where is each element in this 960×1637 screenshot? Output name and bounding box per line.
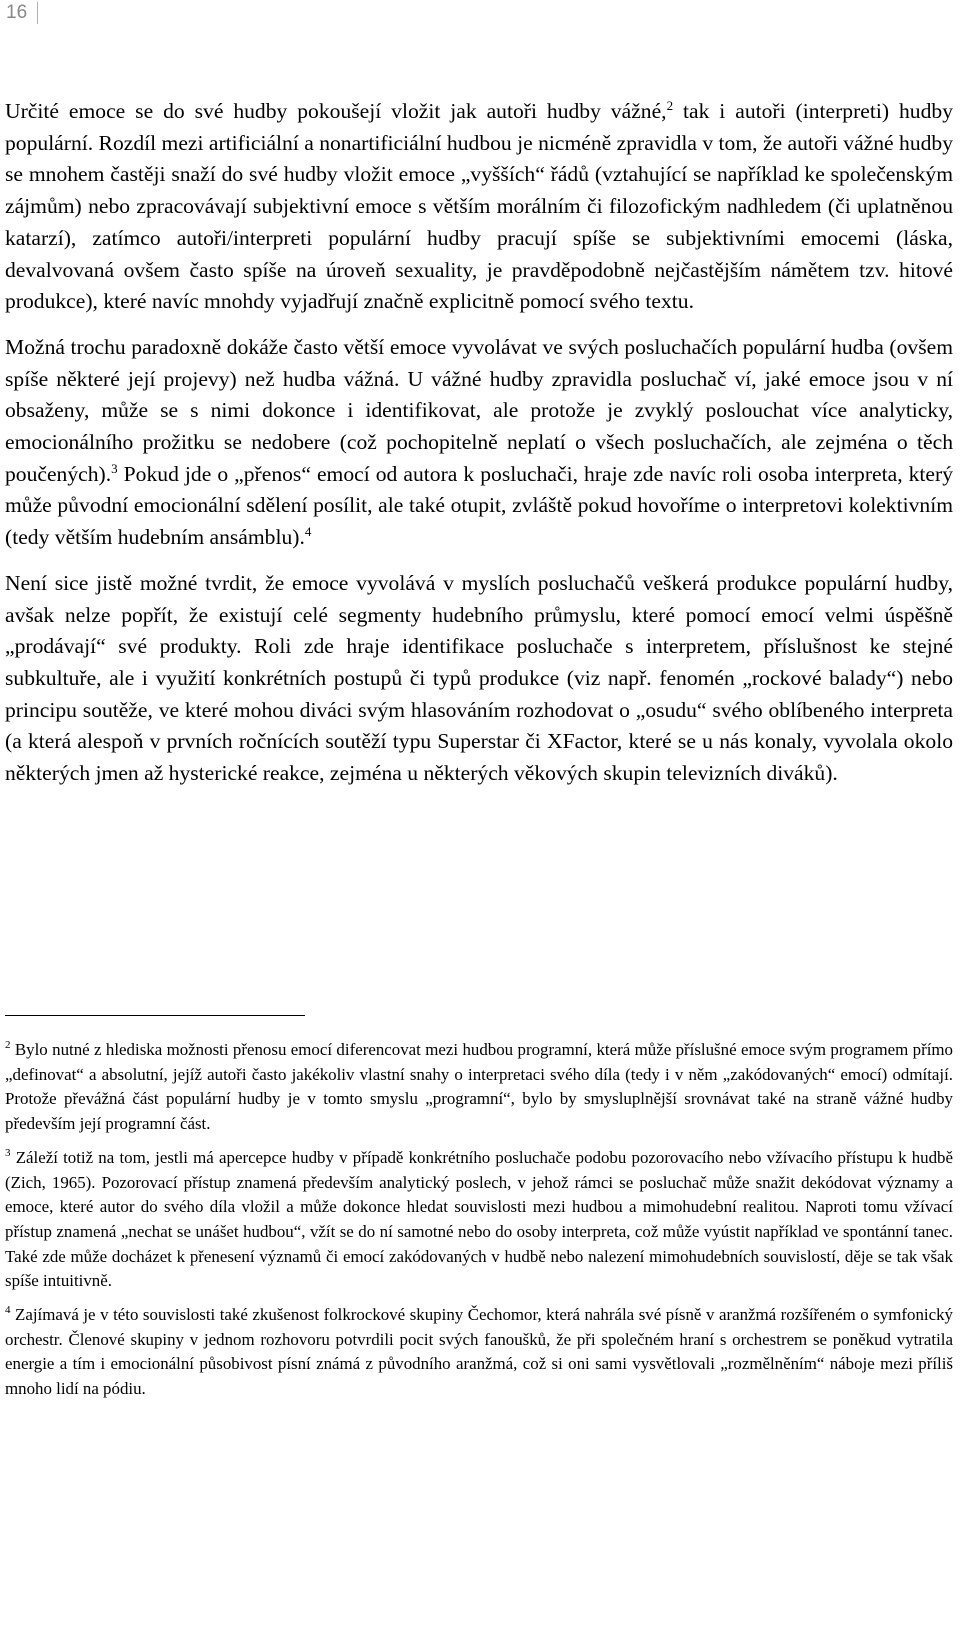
footnote-ref-3[interactable]: 3 — [111, 460, 118, 476]
paragraph-3: Není sice jistě možné tvrdit, že emoce vyvolává v myslích posluchačů veškerá produkce populární hudby, avšak nelze popřít, že existují celé segmenty hudebního průmyslu, které pomocí emocí velmi úspěšně „prodávají“ své produkty. Roli zde hraje identifikace posluchače s interpretem, příslušnost ke stejné subkultuře, ale i využití konkrétních postupů či typů produkce (viz např. fenomén „rockové balady“) nebo principu soutěže, ve které mohou diváci svým hlasováním rozhodovat o „osudu“ svého oblíbeného interpreta (a která alespoň v prvních ročnících soutěží typu Superstar či XFactor, které se u nás konaly, vyvolala okolo některých jmen až hysterické reakce, zejména u některých věkových skupin televizních diváků). — [5, 570, 953, 786]
footnote-text: Záleží totiž na tom, jestli má apercepce hudby v případě konkrétního posluchače podobu pozorovacího nebo vžívacího přístupu k hudbě (Zich, 1965). Pozorovací přístup znamená především analytický poslech, v jehož rámci se posluchač může snažit dekódovat významy a emoce, které autor do svého díla vložil a může dokonce hledat souvislosti mezi hudbou a mimohudební realitou. Naproti tomu vžívací přístup znamená „nechat se unášet hudbou“, vžít se do ní samotné nebo do osoby interpreta, což může vyústit například ve spontánní tanec. Také zde může docházet k přenesení významů či emocí zakódovaných v hudbě nebo nalezení mimohudebních souvislostí, děje se tak však spíše intuitivně. — [5, 1147, 953, 1291]
footnote-4 — [5, 1303, 953, 1402]
footnote-ref-2[interactable]: 2 — [666, 97, 674, 113]
paragraph-2-part-1: Možná trochu paradoxně dokáže často větší emoce vyvolávat ve svých posluchačích populární hudba (ovšem spíše některé její projevy) než hudba vážná. U vážné hudby zpravidla posluchač ví, jaké emoce jsou v ní obsaženy, může se s nimi dokonce i identifikovat, ale protože je zvyklý poslouchat více analyticky, emocionálního prožitku se nedobere (což pochopitelně neplatí o všech posluchačích, ale zejména o těch poučených). — [5, 334, 953, 486]
footnote-text: Bylo nutné z hlediska možnosti přenosu emocí diferencovat mezi hudbou programní, která může příslušné emoce svým programem přímo „definovat“ a absolutní, jejíž autoři často jakékoliv vlastní snahy o interpretaci svého díla (tedy i v něm „zakódovaných“ emocí) odmítají. Protože převážná část populární hudby je v tomto smyslu „programní“, bylo by smysluplnější srovnávat také na straně vážné hudby především její programní část. — [5, 1040, 953, 1134]
paragraph-2 — [5, 332, 953, 554]
footnote-number: 2 — [5, 1039, 11, 1052]
paragraph-1 — [5, 96, 953, 318]
paragraph-1-part-1: Určité emoce se do své hudby pokoušejí vložit jak autoři hudby vážné, — [5, 99, 667, 123]
footnote-ref-4[interactable]: 4 — [304, 524, 312, 540]
footnote-number: 3 — [5, 1147, 11, 1159]
footnote-separator — [5, 1015, 305, 1016]
footnote-2 — [5, 1038, 953, 1137]
page-header — [6, 2, 38, 24]
paragraph-2-part-2: Pokud jde o „přenos“ emocí od autora k posluchači, hraje zde navíc roli osoba interpreta, který může původní emocionální sdělení posílit, ale také otupit, zvláště pokud hovoříme o interpretovi kolektivním (tedy větším hudebním ansámblu). — [5, 461, 953, 550]
paragraph-1-part-2: tak i autoři (interpreti) hudby populární. Rozdíl mezi artificiální a nonartificiální hudbou je nicméně zpravidla v tom, že autoři vážné hudby se mnohem častěji snaží do své hudby vložit emoce „vyšších“ řádů (vztahující se například ke společenským zájmům) nebo zpracovávají subjektivní emoce s větším morálním či filozofickým nadhledem (či uplatněnou katarzí), zatímco autoři/interpreti populární hudby pracují spíše se subjektivními emocemi (láska, devalvovaná ovšem často spíše na úroveň sexuality, je pravděpodobně nejčastějším námětem tzv. hitové produkce), které navíc mnohdy vyjadřují značně explicitně pomocí svého textu. — [5, 99, 954, 314]
body-text — [5, 96, 953, 790]
footnote-text: Zajímavá je v této souvislosti také zkušenost folkrockové skupiny Čechomor, která nahrála své písně v aranžmá rozšířeném o symfonický orchestr. Členové skupiny v jednom rozhovoru potvrdili pocit svých fanoušků, že při společném hraní s orchestrem se poněkud vytratila energie a tím i emocionální působivost písní známá z původního aranžmá, což si oni sami vysvětlovali „rozmělněním“ náboje mezi příliš mnoho lidí na pódiu. — [5, 1305, 953, 1399]
page-number: 16 — [6, 2, 28, 23]
footnote-number: 4 — [5, 1304, 11, 1317]
footnote-3 — [5, 1146, 953, 1294]
header-divider — [37, 2, 38, 24]
footnotes — [5, 1038, 953, 1411]
